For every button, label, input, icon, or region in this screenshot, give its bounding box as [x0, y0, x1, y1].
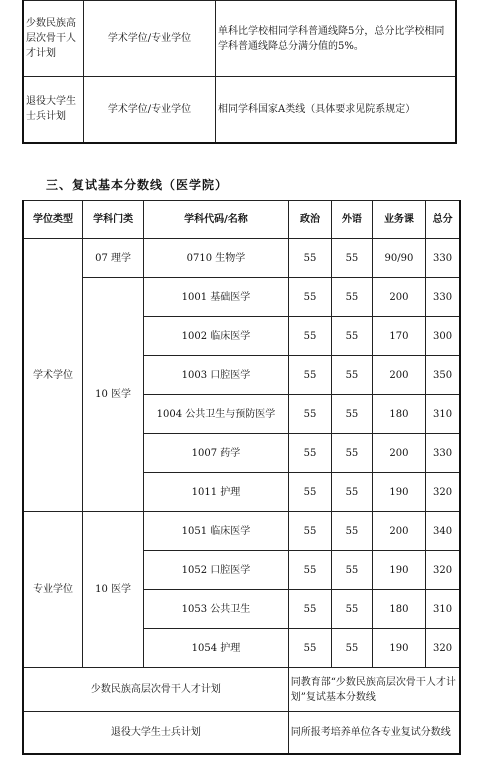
total-cell: 330: [426, 239, 460, 278]
subject-cell: 1002 临床医学: [144, 317, 289, 356]
professional-cell: 200: [372, 356, 426, 395]
language-cell: 55: [332, 590, 372, 629]
total-cell: 310: [426, 590, 460, 629]
degree-type-cell: 学术学位: [23, 239, 83, 512]
professional-cell: 90/90: [372, 239, 426, 278]
table-row: [23, 512, 460, 551]
politics-cell: 55: [288, 512, 331, 551]
professional-cell: 170: [372, 317, 426, 356]
rule-cell: 单科比学校相同学科普通线降5分，总分比学校相同学科普通线降总分满分值的5%。: [216, 1, 457, 77]
footer-plan-cell: 少数民族高层次骨干人才计划: [23, 668, 288, 712]
professional-cell: 200: [372, 278, 426, 317]
politics-cell: 55: [288, 551, 331, 590]
language-cell: 55: [332, 356, 372, 395]
category-cell: 07 理学: [83, 239, 144, 278]
footer-note-cell: 同教育部“少数民族高层次骨干人才计划”复试基本分数线: [288, 668, 460, 712]
language-cell: 55: [332, 434, 372, 473]
total-cell: 310: [426, 395, 460, 434]
top-rules-table: [22, 0, 457, 144]
language-cell: 55: [332, 512, 372, 551]
professional-cell: 200: [372, 512, 426, 551]
subject-cell: 1011 护理: [144, 473, 289, 512]
top-row-veteran: [23, 77, 456, 143]
subject-cell: 1051 临床医学: [144, 512, 289, 551]
language-cell: 55: [332, 278, 372, 317]
total-cell: 320: [426, 551, 460, 590]
table-row: [23, 239, 460, 278]
language-cell: 55: [332, 395, 372, 434]
degree-type-cell: 学术学位/专业学位: [84, 1, 216, 77]
subject-cell: 1053 公共卫生: [144, 590, 289, 629]
category-cell: 10 医学: [83, 278, 144, 512]
professional-cell: 180: [372, 590, 426, 629]
header-professional: 业务课: [372, 201, 426, 239]
header-politics: 政治: [288, 201, 331, 239]
header-language: 外语: [332, 201, 372, 239]
subject-cell: 1004 公共卫生与预防医学: [144, 395, 289, 434]
politics-cell: 55: [288, 317, 331, 356]
professional-cell: 190: [372, 473, 426, 512]
language-cell: 55: [332, 551, 372, 590]
header-degree-type: 学位类型: [23, 201, 83, 239]
politics-cell: 55: [288, 395, 331, 434]
score-table: [22, 200, 461, 755]
politics-cell: 55: [288, 473, 331, 512]
subject-cell: 1007 药学: [144, 434, 289, 473]
total-cell: 300: [426, 317, 460, 356]
rule-cell: 相同学科国家A类线（具体要求见院系规定）: [216, 77, 457, 143]
professional-cell: 190: [372, 551, 426, 590]
professional-cell: 180: [372, 395, 426, 434]
subject-cell: 1054 护理: [144, 629, 289, 668]
subject-cell: 0710 生物学: [144, 239, 289, 278]
total-cell: 320: [426, 473, 460, 512]
category-cell: 10 医学: [83, 512, 144, 668]
header-category: 学科门类: [83, 201, 144, 239]
professional-cell: 200: [372, 434, 426, 473]
table-row: [23, 278, 460, 317]
header-subject: 学科代码/名称: [144, 201, 289, 239]
subject-cell: 1052 口腔医学: [144, 551, 289, 590]
language-cell: 55: [332, 629, 372, 668]
degree-type-cell: 学术学位/专业学位: [84, 77, 216, 143]
politics-cell: 55: [288, 278, 331, 317]
politics-cell: 55: [288, 356, 331, 395]
language-cell: 55: [332, 317, 372, 356]
plan-name-cell: 少数民族高层次骨干人才计划: [23, 1, 84, 77]
subject-cell: 1003 口腔医学: [144, 356, 289, 395]
subject-cell: 1001 基础医学: [144, 278, 289, 317]
total-cell: 320: [426, 629, 460, 668]
politics-cell: 55: [288, 629, 331, 668]
politics-cell: 55: [288, 239, 331, 278]
professional-cell: 190: [372, 629, 426, 668]
total-cell: 340: [426, 512, 460, 551]
footer-plan-cell: 退役大学生士兵计划: [23, 712, 288, 754]
header-total: 总分: [426, 201, 460, 239]
top-row-minority: [23, 1, 456, 77]
footer-row-minority: [23, 668, 460, 712]
footer-note-cell: 同所报考培养单位各专业复试分数线: [288, 712, 460, 754]
language-cell: 55: [332, 473, 372, 512]
header-row: [23, 201, 460, 239]
politics-cell: 55: [288, 590, 331, 629]
degree-type-cell: 专业学位: [23, 512, 83, 668]
total-cell: 350: [426, 356, 460, 395]
politics-cell: 55: [288, 434, 331, 473]
language-cell: 55: [332, 239, 372, 278]
footer-row-veteran: [23, 712, 460, 754]
plan-name-cell: 退役大学生士兵计划: [23, 77, 84, 143]
total-cell: 330: [426, 278, 460, 317]
section-heading: 三、复试基本分数线（医学院）: [46, 178, 229, 192]
total-cell: 330: [426, 434, 460, 473]
